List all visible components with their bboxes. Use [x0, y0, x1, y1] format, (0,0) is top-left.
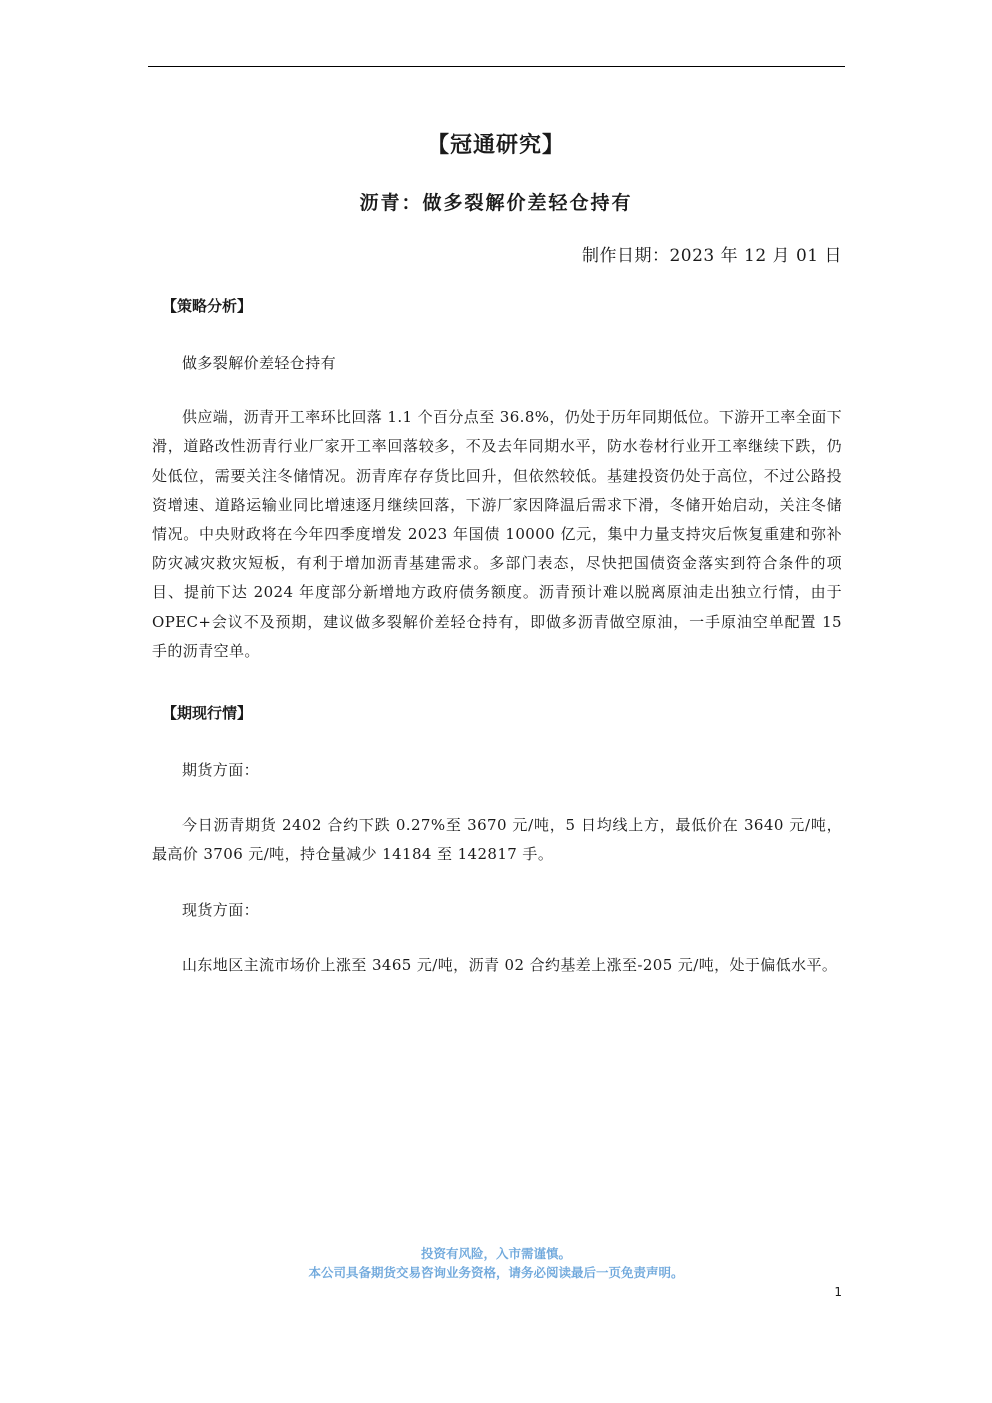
spot-text: 山东地区主流市场价上涨至 3465 元/吨，沥青 02 合约基差上涨至-205 元/吨，处于偏低水平。 — [182, 955, 838, 974]
spot-label: 现货方面： — [182, 900, 260, 919]
disclaimer-line-2: 本公司具备期货交易咨询业务资格，请务必阅读最后一页免责声明。 — [308, 1265, 684, 1280]
brand-title: 【冠通研究】 — [426, 132, 565, 158]
futures-text: 今日沥青期货 2402 合约下跌 0.27%至 3670 元/吨，5 日均线上方，最低价在 3640 元/吨，最高价 3706 元/吨，持仓量减少 14184 至 142817 手。 — [152, 816, 842, 864]
report-title: 沥青：做多裂解价差轻仓持有 — [359, 192, 633, 214]
market-heading: 【期现行情】 — [162, 704, 253, 723]
page-number: 1 — [834, 1285, 842, 1299]
risk-disclaimer — [0, 1244, 992, 1282]
strategy-heading: 【策略分析】 — [162, 297, 253, 315]
futures-label: 期货方面： — [182, 761, 260, 780]
report-date: 制作日期：2023 年 12 月 01 日 — [581, 246, 842, 266]
header-rule — [148, 66, 845, 67]
report-body — [152, 293, 842, 1006]
strategy-summary: 做多裂解价差轻仓持有 — [182, 354, 337, 372]
strategy-analysis: 供应端，沥青开工率环比回落 1.1 个百分点至 36.8%，仍处于历年同期低位。下游开工率全面下滑，道路改性沥青行业厂家开工率回落较多，不及去年同期水平，防水卷材行业开工率继续下跌，仍处低位，需要关注冬储情况。沥青库存存货比回升，但依然较低。基建投资仍处于高位，不过公路投资增速、道路运输业同比增速逐月继续回落，下游厂家因降温后需求下滑，冬储开始启动，关注冬储情况。中央财政将在今年四季度增发 2023 年国债 10000 亿元，集中力量支持灾后恢复重建和弥补防灾减灾救灾短板，有利于增加沥青基建需求。多部门表态，尽快把国债资金落实到符合条件的项目、提前下达 2024 年度部分新增地方政府债务额度。沥青预计难以脱离原油走出独立行情，由于 OPEC+会议不及预期，建议做多裂解价差轻仓持有，即做多沥青做空原油，一手原油空单配置 15 手的沥青空单。 — [152, 408, 843, 660]
disclaimer-line-1: 投资有风险，入市需谨慎。 — [420, 1246, 571, 1261]
